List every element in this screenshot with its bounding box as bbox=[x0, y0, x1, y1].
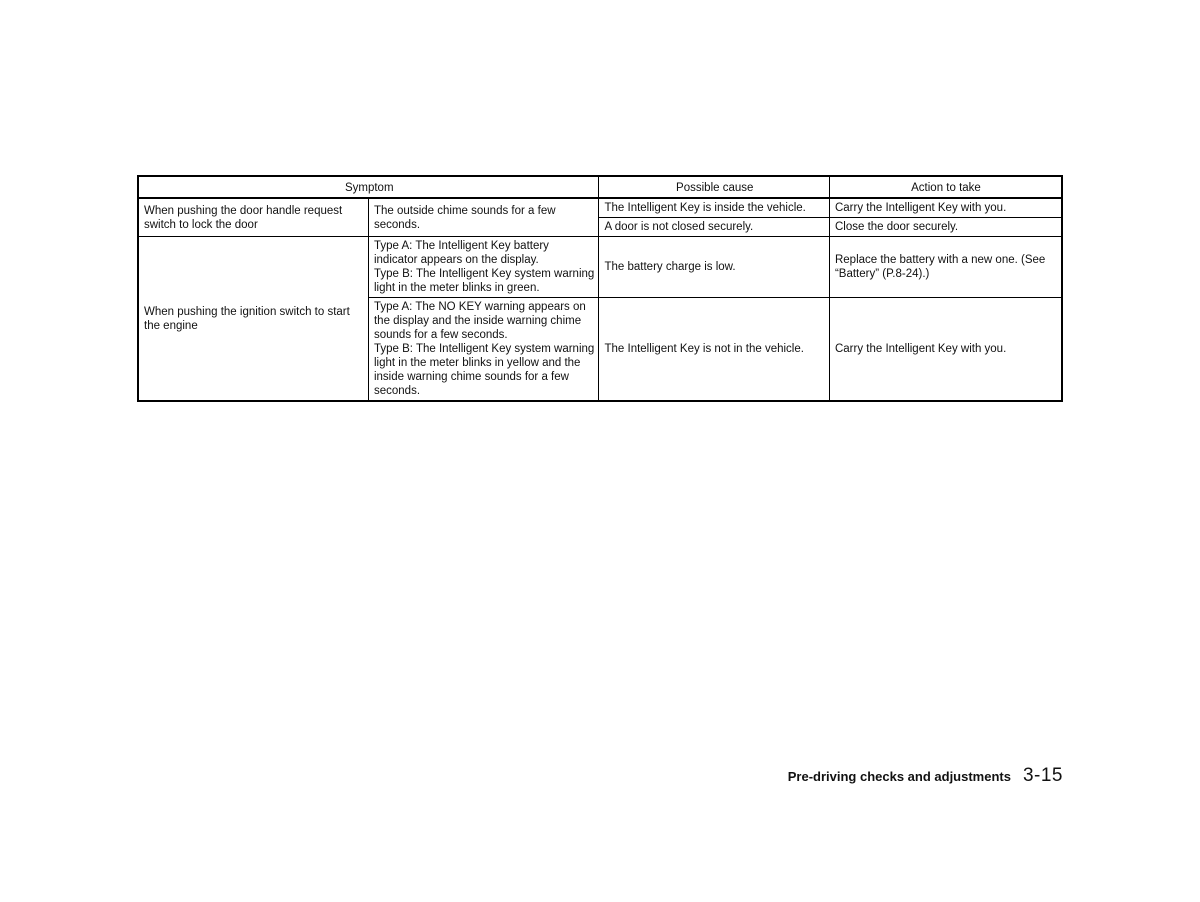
table-row bbox=[138, 198, 1062, 218]
action-carry-key: Carry the Intelligent Key with you. bbox=[829, 298, 1062, 402]
cause-door-not-closed: A door is not closed securely. bbox=[599, 218, 829, 237]
symptom-type-a: Type A: The NO KEY warning appears on the display and the inside warning chime sounds for a few seconds. bbox=[373, 301, 586, 341]
action-replace-battery: Replace the battery with a new one. (See “Battery” (P.8-24).) bbox=[829, 237, 1062, 298]
troubleshooting-table bbox=[137, 175, 1063, 402]
page-number: 3-15 bbox=[1022, 765, 1063, 786]
action-close-door: Close the door securely. bbox=[829, 218, 1062, 237]
symptom-no-key-warning bbox=[368, 298, 599, 402]
cause-key-inside: The Intelligent Key is inside the vehicle. bbox=[599, 198, 829, 218]
symptom-outside-chime: The outside chime sounds for a few seconds. bbox=[368, 198, 599, 237]
header-action-to-take: Action to take bbox=[829, 176, 1062, 198]
table-row bbox=[138, 237, 1062, 298]
symptom-type-b: Type B: The Intelligent Key system warning light in the meter blinks in yellow and the inside warning chime sounds for a few seconds. bbox=[373, 343, 595, 397]
condition-ignition-start: When pushing the ignition switch to start the engine bbox=[138, 237, 368, 402]
symptom-battery-indicator bbox=[368, 237, 599, 298]
table-header-row bbox=[138, 176, 1062, 198]
cause-battery-low: The battery charge is low. bbox=[599, 237, 829, 298]
symptom-type-a: Type A: The Intelligent Key battery indicator appears on the display. bbox=[373, 240, 549, 266]
page-footer bbox=[788, 765, 1063, 787]
symptom-type-b: Type B: The Intelligent Key system warning light in the meter blinks in green. bbox=[373, 268, 595, 294]
section-title: Pre-driving checks and adjustments bbox=[787, 769, 1011, 784]
cause-key-not-in-vehicle: The Intelligent Key is not in the vehicle. bbox=[599, 298, 829, 402]
action-carry-key: Carry the Intelligent Key with you. bbox=[829, 198, 1062, 218]
condition-door-lock: When pushing the door handle request switch to lock the door bbox=[138, 198, 368, 237]
header-possible-cause: Possible cause bbox=[599, 176, 829, 198]
header-symptom: Symptom bbox=[138, 176, 599, 198]
